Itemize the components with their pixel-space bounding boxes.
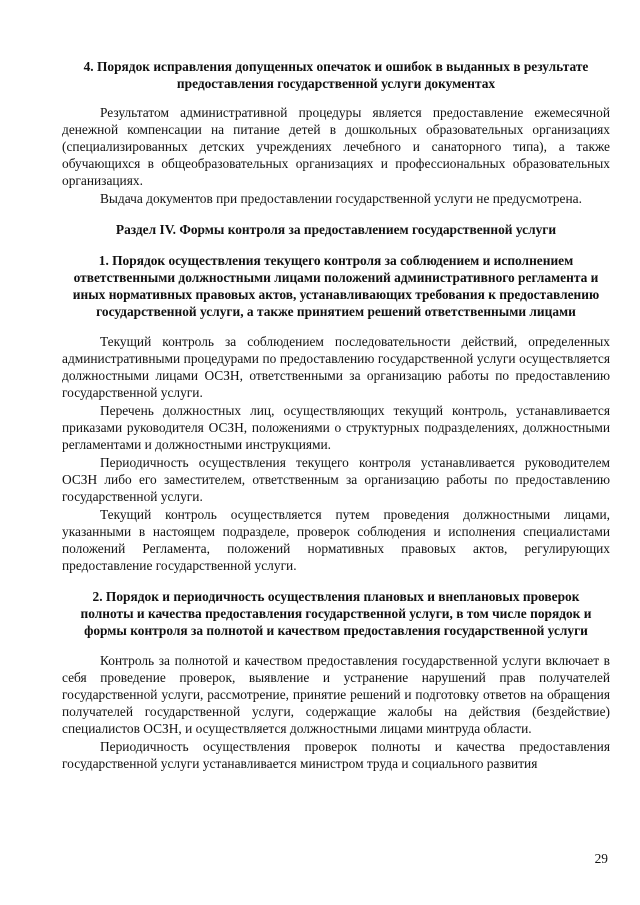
- paragraph-control-method: Текущий контроль осуществляется путем проведения должностными лицами, указанными в настоящем подразделе, проверок соблюдения и исполнения специалистами положений Регламента, положений нормативных правовых актов, регулирующих предоставление государственной услуги.: [62, 507, 610, 573]
- part-iv-title: Раздел IV. Формы контроля за предоставлением государственной услуги: [115, 222, 557, 237]
- paragraph-result: Результатом административной процедуры является предоставление ежемесячной денежной компенсации на питание детей в дошкольных образовательных организациях (специализированных детских учреждениях лечебного и санаторного типа), а также обучающихся в общеобразовательных организациях и профессиональных образовательных организациях.: [62, 105, 610, 188]
- paragraph-officials-list: Перечень должностных лиц, осуществляющих текущий контроль, устанавливается приказами руководителя ОСЗН, положениями о структурных подразделениях, должностными регламентами и должностными инструкциями.: [62, 403, 610, 452]
- subsection-heading-inspections: 2. Порядок и периодичность осуществления плановых и внеплановых проверок полноты и качества предоставления государственной услуги, в том числе порядок и формы контроля за полнотой и качеством предоставления государственной услуги: [80, 589, 592, 638]
- paragraph-periodicity: Периодичность осуществления текущего контроля устанавливается руководителем ОСЗН либо его заместителем, ответственным за организацию работы по предоставлению государственной услуги.: [62, 455, 610, 504]
- section-heading-typo-correction: 4. Порядок исправления допущенных опечаток и ошибок в выданных в результате предоставления государственной услуги документах: [83, 59, 589, 91]
- paragraph-inspection-periodicity: Периодичность осуществления проверок полноты и качества предоставления государственной услуги устанавливается министром труда и социального развития: [62, 739, 610, 771]
- subsection-heading-current-control: 1. Порядок осуществления текущего контроля за соблюдением и исполнением ответственными должностными лицами положений административного регламента и иных нормативных правовых актов, устанавливающих требования к предоставлению государственной услуги, а также принятием решений ответственными лицами: [72, 253, 600, 319]
- paragraph-issuance: Выдача документов при предоставлении государственной услуги не предусмотрена.: [100, 191, 582, 206]
- document-page: [62, 58, 610, 773]
- page-number: 29: [594, 851, 608, 866]
- paragraph-quality-control: Контроль за полнотой и качеством предоставления государственной услуги включает в себя проведение проверок, выявление и устранение нарушений прав получателей государственной услуги, рассмотрение, принятие решений и подготовку ответов на обращения получателей государственной услуги, содержащие жалобы на действия (бездействие) специалистов ОСЗН, и осуществляется должностными лицами минтруда области.: [62, 653, 610, 736]
- paragraph-current-control: Текущий контроль за соблюдением последовательности действий, определенных административными процедурами по предоставлению государственной услуги осуществляется должностными лицами ОСЗН, ответственными за организацию работы по предоставлению государственной услуги.: [62, 334, 610, 400]
